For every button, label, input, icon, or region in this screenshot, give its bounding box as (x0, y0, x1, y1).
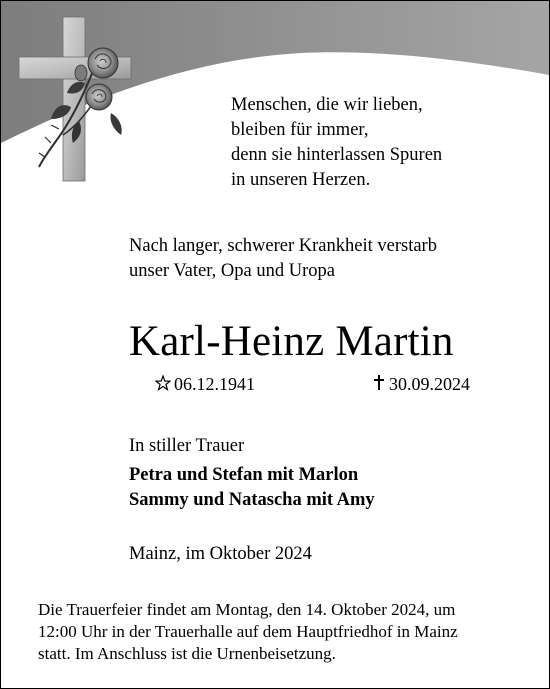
verse-line: bleiben für immer, (231, 120, 369, 140)
verse-line: Menschen, die wir lieben, (231, 95, 423, 115)
death-date: 30.09.2024 (389, 374, 470, 394)
birth-star-icon (155, 375, 171, 391)
verse-line: in unseren Herzen. (231, 170, 371, 190)
notice-line: Die Trauerfeier findet am Montag, den 14. Oktober 2024, um (38, 600, 456, 619)
intro-line: unser Vater, Opa und Uropa (129, 261, 335, 281)
intro-line: Nach langer, schwerer Krankheit verstarb (129, 236, 437, 256)
intro-text (129, 234, 437, 284)
verse-quote (231, 93, 442, 193)
birth-date: 06.12.1941 (174, 374, 255, 394)
notice-line: 12:00 Uhr in der Trauerhalle auf dem Hauptfriedhof in Mainz (38, 622, 458, 641)
family-line: Sammy und Natascha mit Amy (129, 490, 375, 510)
notice-line: statt. Im Anschluss ist die Urnenbeisetzung. (38, 644, 336, 663)
birth-date-group (155, 372, 255, 396)
verse-line: denn sie hinterlassen Spuren (231, 145, 443, 165)
mourning-heading: In stiller Trauer (129, 436, 245, 456)
family-line: Petra und Stefan mit Marlon (129, 465, 359, 485)
death-date-group (373, 372, 470, 396)
place-date: Mainz, im Oktober 2024 (129, 544, 312, 564)
family-names (129, 463, 375, 513)
funeral-notice (38, 599, 458, 665)
deceased-name: Karl-Heinz Martin (129, 318, 454, 365)
death-cross-icon (373, 374, 385, 391)
